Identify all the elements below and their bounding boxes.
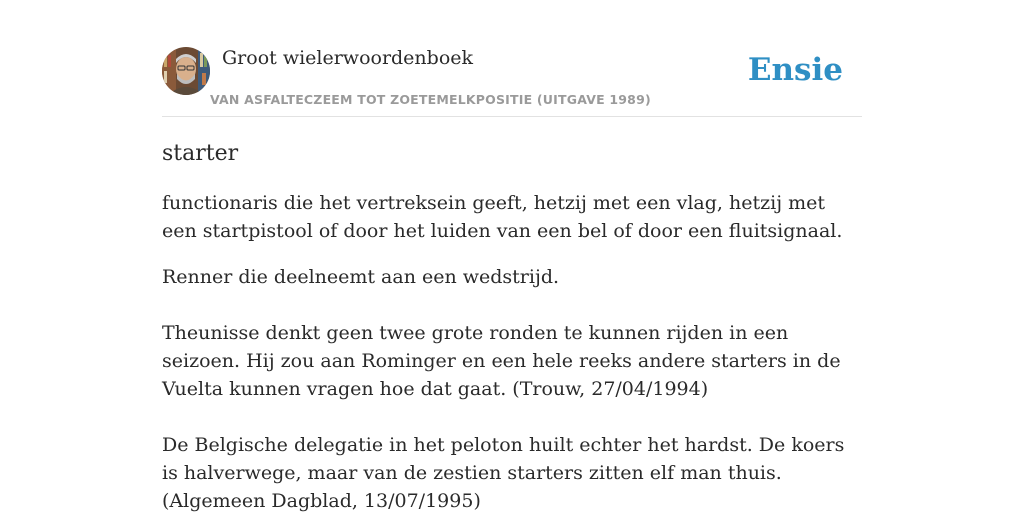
- author-avatar[interactable]: [162, 47, 210, 95]
- definition-1: functionaris die het vertreksein geeft, hetzij met een vlag, hetzij met een startpistool of door het luiden van een bel of door een fluitsignaal.: [162, 192, 843, 242]
- quote-1: Theunisse denkt geen twee grote ronden te kunnen rijden in een seizoen. Hij zou aan Rominger en een hele reeks andere starters in de Vuelta kunnen vragen hoe dat gaat. (Trouw, 27/04/1994): [162, 322, 841, 400]
- book-subtitle: VAN ASFALTECZEEM TOT ZOETEMELKPOSITIE (UITGAVE 1989): [210, 92, 651, 107]
- header: [162, 46, 862, 117]
- definition-2: Renner die deelneemt aan een wedstrijd.: [162, 266, 560, 288]
- entry-term: starter: [162, 141, 239, 166]
- quote-2: De Belgische delegatie in het peloton huilt echter het hardst. De koers is halverwege, maar van de zestien starters zitten elf man thuis. (Algemeen Dagblad, 13/07/1995): [162, 434, 845, 512]
- entry-content: [162, 138, 862, 512]
- author-portrait-icon: [162, 47, 210, 95]
- ensie-logo-link[interactable]: Ensie: [747, 52, 843, 88]
- book-title[interactable]: Groot wielerwoordenboek: [222, 47, 474, 69]
